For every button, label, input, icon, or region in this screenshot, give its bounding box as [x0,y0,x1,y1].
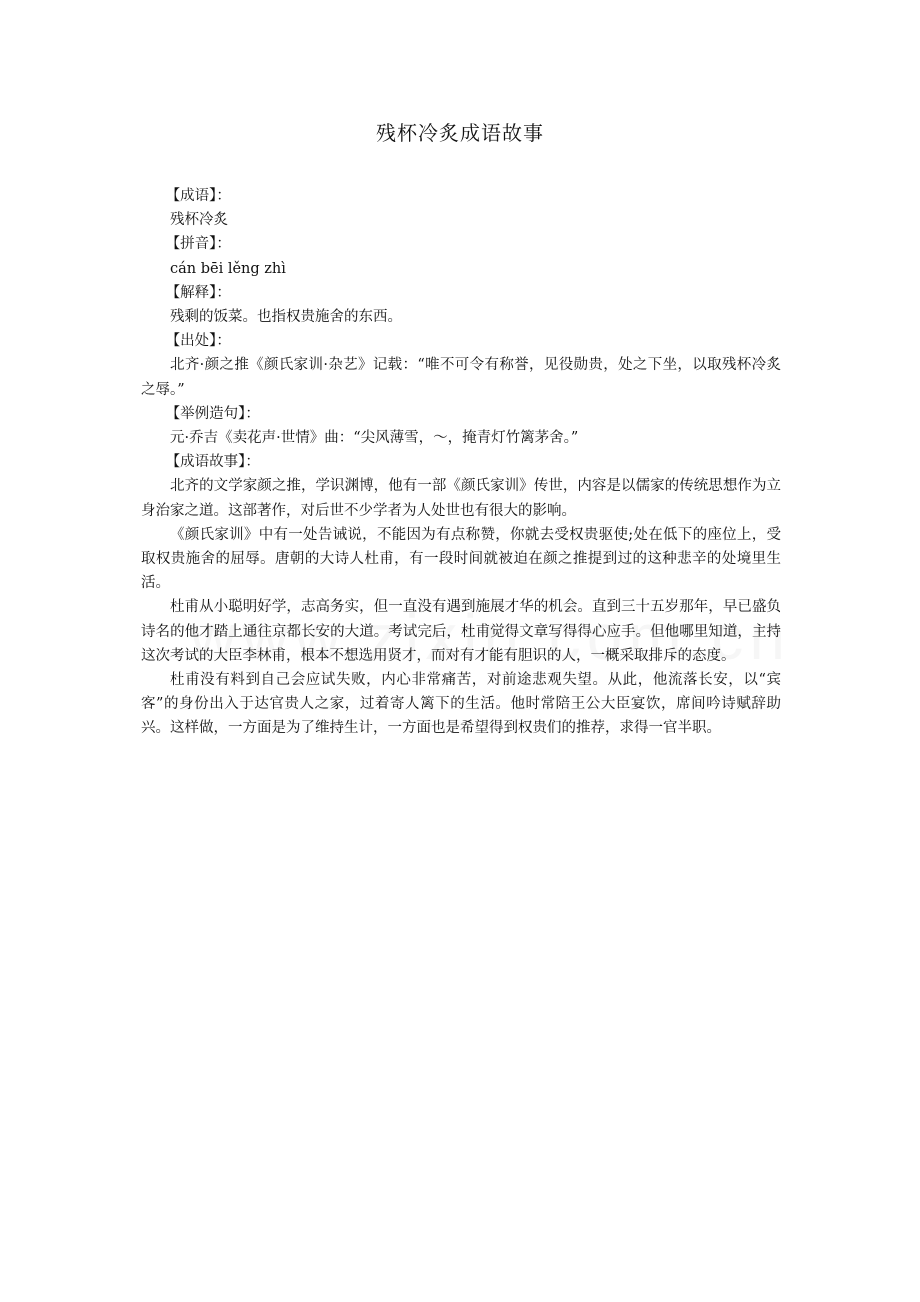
document-body [141,184,781,741]
section-text-explanation: 残剩的饭菜。也指权贵施舍的东西。 [170,309,402,326]
section-heading-idiom: 【成语】： [165,188,231,204]
section-heading-explanation: 【解释】： [165,284,231,301]
story-paragraph: 《颜氏家训》中有一处告诫说，不能因为有点称赞，你就去受权贵驱使;处在低下的座位上，受取权贵施舍的屈辱。唐朝的大诗人杜甫，有一段时间就被迫在颜之推提到过的这种悲辛的处境里生活。 [141,526,781,592]
story-paragraph: 杜甫从小聪明好学，志高务实，但一直没有遇到施展才华的机会。直到三十五岁那年，早已盛负诗名的他才踏上通往京都长安的大道。考试完后，杜甫觉得文章写得得心应手。但他哪里知道，主持这次考试的大臣李林甫，根本不想选用贤才，而对有才能有胆识的人，一概采取排斥的态度。 [141,599,781,664]
section-heading-pinyin: 【拼音】： [165,236,231,253]
story-paragraph: 杜甫没有料到自己会应试失败，内心非常痛苦，对前途悲观失望。从此，他流落长安，以“宾客”的身份出入于达官贵人之家，过着寄人篱下的生活。他时常陪王公大臣宴饮，席间吟诗赋辞助兴。这样做，一方面是为了维持生计，一方面也是希望得到权贵们的推荐，求得一官半职。 [141,672,781,737]
section-text-example: 元·乔吉《卖花声·世情》曲：“尖风薄雪，～，掩青灯竹篱茅舍。” [170,430,579,447]
section-heading-source: 【出处】： [165,333,231,350]
section-text-idiom: 残杯冷炙 [170,212,228,229]
section-text-source: 北齐·颜之推《颜氏家训·杂艺》记载：“唯不可令有称誉，见役勋贵，处之下坐，以取残杯冷炙之辱。” [141,357,781,398]
section-heading-example: 【举例造句】： [165,405,260,422]
section-text-pinyin: cán bēi lěng zhì [170,260,286,277]
story-paragraph: 北齐的文学家颜之推，学识渊博，他有一部《颜氏家训》传世，内容是以儒家的传统思想作为立身治家之道。这部著作，对后世不少学者为人处世也有很大的影响。 [141,478,781,519]
page-title: 残杯冷炙成语故事 [376,121,544,145]
section-heading-story: 【成语故事】： [165,454,260,471]
